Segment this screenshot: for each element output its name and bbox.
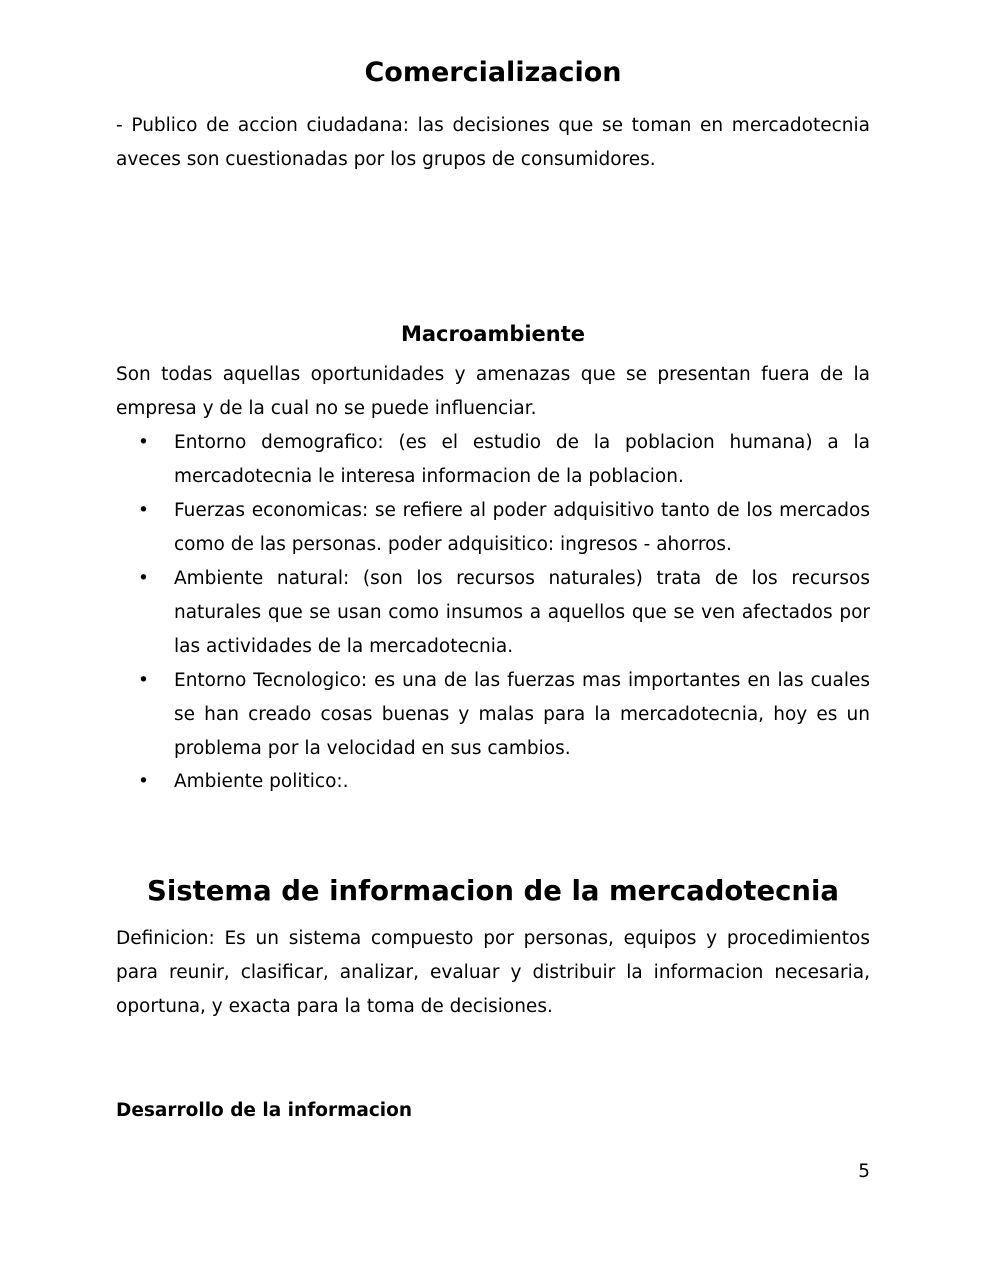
heading-comercializacion: Comercializacion bbox=[364, 57, 622, 88]
paragraph-publico-accion-ciudadana: - Publico de accion ciudadana: las decisiones que se toman en mercadotecnia aveces son cuestionadas por los grupos de consumidores. bbox=[116, 115, 870, 170]
bullet-icon: • bbox=[138, 568, 149, 589]
heading-sistema-informacion: Sistema de informacion de la mercadotecnia bbox=[147, 875, 839, 907]
bullet-icon: • bbox=[138, 432, 149, 453]
list-item-entorno-tecnologico bbox=[116, 664, 870, 766]
list-item-text: Ambiente natural: (son los recursos naturales) trata de los recursos naturales que se usan como insumos a aquellos que se ven afectados por las actividades de la mercadotecnia. bbox=[174, 568, 870, 657]
bullet-icon: • bbox=[138, 500, 149, 521]
paragraph-macroambiente-intro: Son todas aquellas oportunidades y amenazas que se presentan fuera de la empresa y de la cual no se puede influenciar. bbox=[116, 364, 870, 419]
heading-macroambiente: Macroambiente bbox=[400, 322, 586, 346]
list-item-text: Fuerzas economicas: se refiere al poder adquisitivo tanto de los mercados como de las personas. poder adquisitico: ingresos - ahorros. bbox=[174, 500, 870, 555]
heading-desarrollo-informacion: Desarrollo de la informacion bbox=[116, 1100, 413, 1121]
list-item-fuerzas-economicas bbox=[116, 494, 870, 562]
list-item-ambiente-natural bbox=[116, 562, 870, 664]
list-item-text: Entorno Tecnologico: es una de las fuerzas mas importantes en las cuales se han creado cosas buenas y malas para la mercadotecnia, hoy es un problema por la velocidad en sus cambios. bbox=[174, 670, 870, 759]
list-item-entorno-demografico bbox=[116, 426, 870, 494]
bullet-icon: • bbox=[138, 670, 149, 691]
list-item-ambiente-politico bbox=[116, 765, 870, 799]
bullet-icon: • bbox=[138, 771, 149, 792]
list-item-text: Entorno demografico: (es el estudio de la poblacion humana) a la mercadotecnia le interesa informacion de la poblacion. bbox=[174, 432, 870, 487]
paragraph-definicion: Definicion: Es un sistema compuesto por personas, equipos y procedimientos para reunir, clasificar, analizar, evaluar y distribuir la informacion necesaria, oportuna, y exacta para la toma de decisiones. bbox=[116, 928, 870, 1017]
list-item-text: Ambiente politico:. bbox=[174, 771, 349, 792]
page-number: 5 bbox=[858, 1161, 870, 1182]
